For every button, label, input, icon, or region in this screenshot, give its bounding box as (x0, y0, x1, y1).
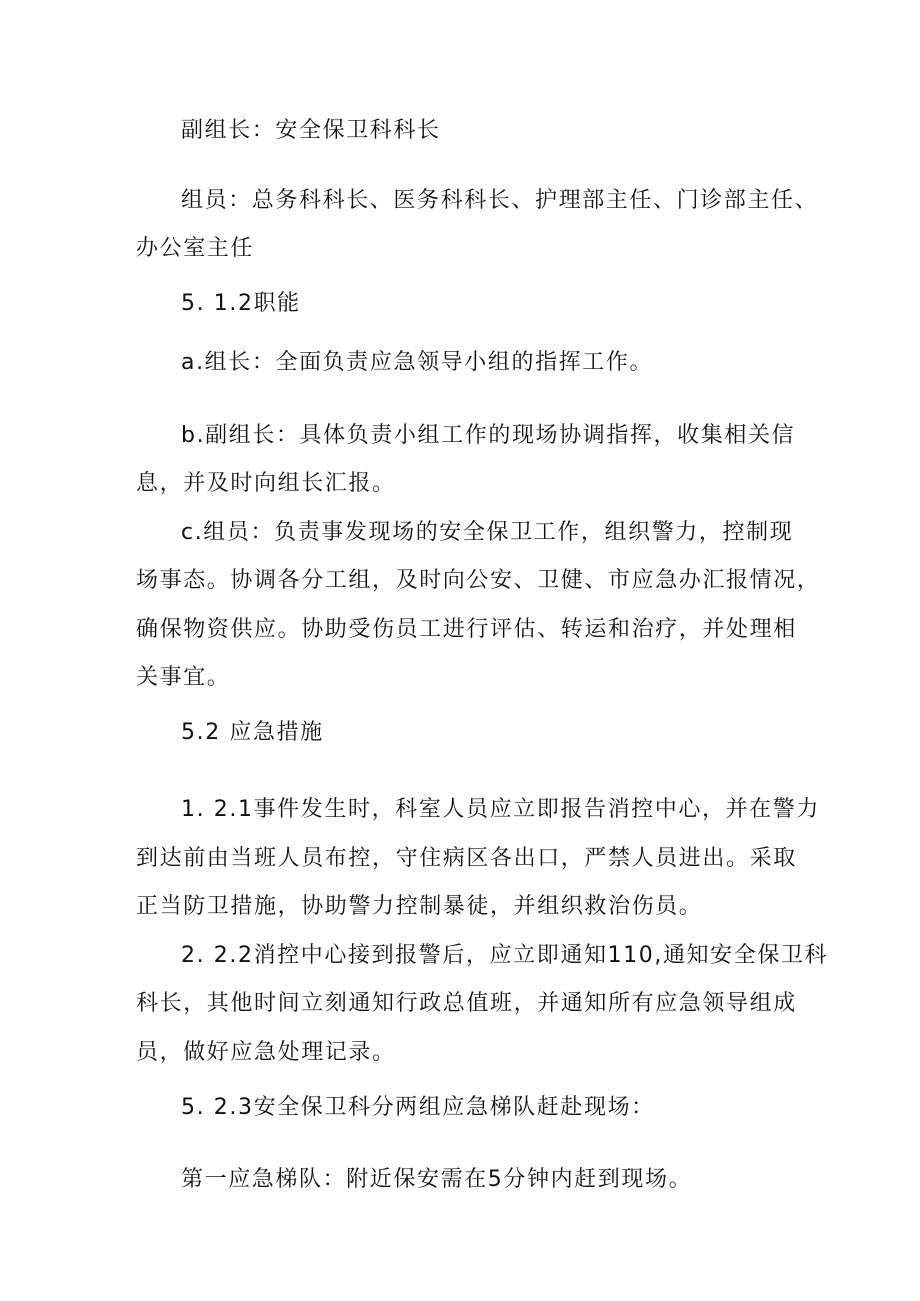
section-heading-functions: 5. 1.2职能 (181, 291, 301, 316)
measure-2-line-2: 科长，其他时间立刻通知行政总值班，并通知所有应急领导组成 (136, 991, 797, 1016)
measure-2-line: 2. 2.2消控中心接到报警后，应立即通知110,通知安全保卫科 (181, 943, 829, 968)
function-c-line-4: 关事宜。 (136, 665, 231, 690)
measure-3-line: 5. 2.3安全保卫科分两组应急梯队赶赴现场： (181, 1095, 655, 1120)
section-heading-measures: 5.2 应急措施 (181, 720, 324, 745)
function-c-line-2: 场事态。协调各分工组，及时向公安、卫健、市应急办汇报情况， (136, 568, 821, 593)
function-c-line-3: 确保物资供应。协助受伤员工进行评估、转运和治疗，并处理相 (136, 617, 797, 642)
measure-1-line-3: 正当防卫措施，协助警力控制暴徒，并组织救治伤员。 (136, 894, 703, 919)
function-a-line: a.组长：全面负责应急领导小组的指挥工作。 (181, 350, 654, 375)
first-response-team-line: 第一应急梯队：附近保安需在5分钟内赶到现场。 (181, 1167, 693, 1192)
function-b-line-cont: 息，并及时向组长汇报。 (136, 471, 396, 496)
function-b-line: b.副组长：具体负责小组工作的现场协调指挥，收集相关信 (181, 423, 796, 448)
measure-2-line-3: 员，做好应急处理记录。 (136, 1040, 396, 1065)
members-line-cont: 办公室主任 (136, 236, 255, 261)
measure-1-line: 1. 2.1事件发生时，科室人员应立即报告消控中心，并在警力 (181, 797, 820, 822)
members-line: 组员：总务科科长、医务科科长、护理部主任、门诊部主任、 (181, 188, 819, 213)
measure-1-line-2: 到达前由当班人员布控，守住病区各出口，严禁人员进出。采取 (136, 846, 797, 871)
deputy-leader-line: 副组长：安全保卫科科长 (181, 118, 441, 143)
function-c-line: c.组员：负责事发现场的安全保卫工作，组织警力，控制现 (181, 520, 794, 545)
